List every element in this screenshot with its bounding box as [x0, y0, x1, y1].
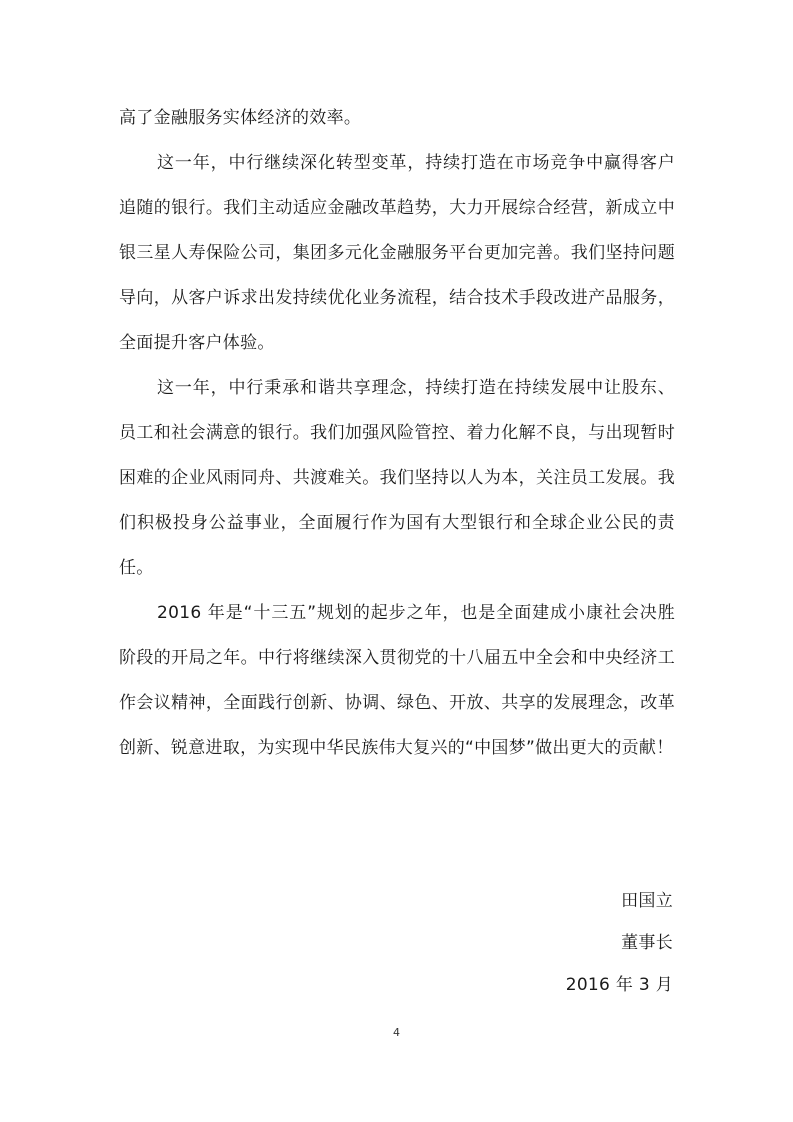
signatory-title: 董事长: [621, 933, 673, 953]
paragraph-harmony: 这一年，中行秉承和谐共享理念，持续打造在持续发展中让股东、员工和社会满意的银行。我们加强风险管控、着力化解不良，与出现暂时困难的企业风雨同舟、共渡难关。我们坚持以人为本，关注员工发展。我们积极投身公益事业，全面履行作为国有大型银行和全球企业公民的责任。: [119, 378, 675, 578]
signature-block: [373, 880, 673, 1006]
paragraph-transformation: 这一年，中行继续深化转型变革，持续打造在市场竞争中赢得客户追随的银行。我们主动适应金融改革趋势，大力开展综合经营，新成立中银三星人寿保险公司，集团多元化金融服务平台更加完善。我们坚持问题导向，从客户诉求出发持续优化业务流程，结合技术手段改进产品服务，全面提升客户体验。: [119, 153, 675, 353]
letter-body: [119, 96, 675, 771]
paragraph-continuation: 高了金融服务实体经济的效率。: [119, 108, 362, 128]
paragraph-outlook-2016: 2016 年是“十三五”规划的起步之年，也是全面建成小康社会决胜阶段的开局之年。中行将继续深入贯彻党的十八届五中全会和中央经济工作会议精神，全面践行创新、协调、绿色、开放、共享的发展理念，改革创新、锐意进取，为实现中华民族伟大复兴的“中国梦”做出更大的贡献！: [119, 603, 675, 758]
page-number: 4: [393, 1026, 400, 1039]
signature-date: 2016 年 3 月: [565, 975, 673, 995]
signatory-name: 田国立: [621, 891, 673, 911]
